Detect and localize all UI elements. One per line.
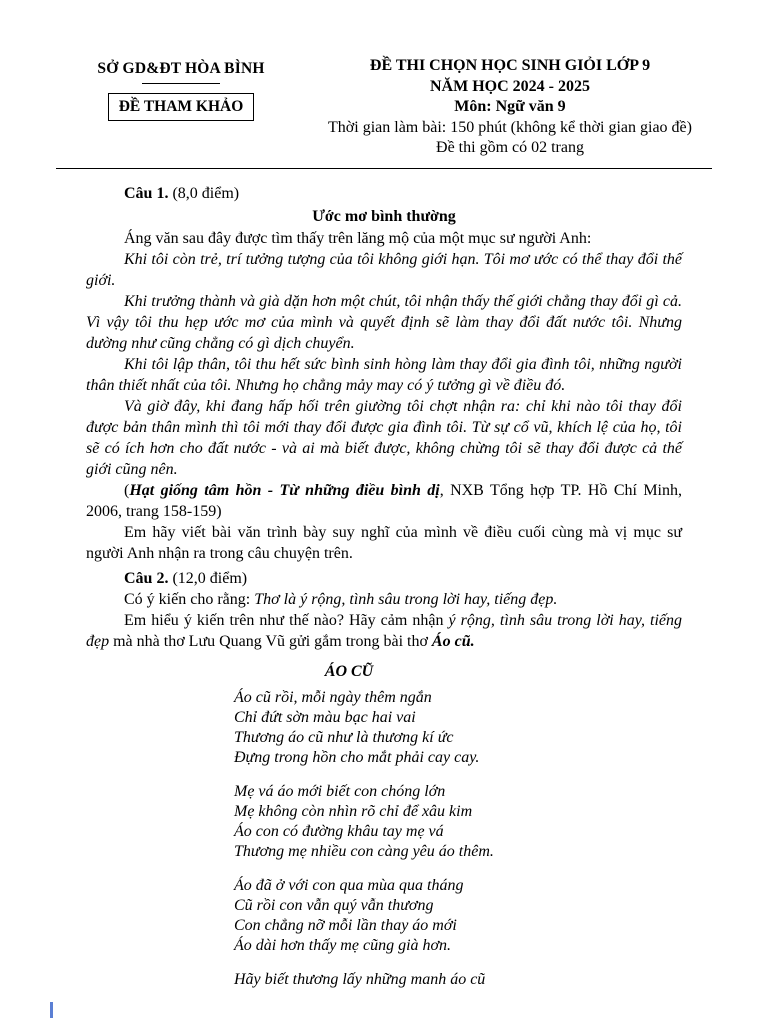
- poem-line: Hãy biết thương lấy những manh áo cũ: [234, 970, 486, 988]
- quote-paragraph-2: Khi trưởng thành và già dặn hơn một chút, tôi nhận thấy thế giới chẳng thay đổi gì cả. Vì vậy tôi thu hẹp ước mơ của mình và quyết định sẽ làm thay đổi đất nước tôi. Nhưng dường như cũng chẳng có gì dịch chuyển.: [86, 292, 682, 352]
- story-title: Ước mơ bình thường: [312, 207, 456, 225]
- poem-line: Con chẳng nỡ mỗi lần thay áo mới: [234, 916, 457, 934]
- question1-points: (8,0 điểm): [168, 184, 240, 202]
- poem-line: Áo cũ rồi, mỗi ngày thêm ngắn: [234, 688, 432, 706]
- question2-opinion: [86, 589, 682, 610]
- question1-heading: [86, 183, 682, 204]
- exam-duration: Thời gian làm bài: 150 phút (không kể thời gian giao đề): [328, 118, 692, 136]
- quote-paragraph-3: Khi tôi lập thân, tôi thu hết sức bình sinh hòng làm thay đổi gia đình tôi, những người thân thiết nhất của tôi. Nhưng họ chẳng mảy may có ý tưởng gì về điều đó.: [86, 355, 682, 394]
- exam-title-line1: ĐỀ THI CHỌN HỌC SINH GIỎI LỚP 9: [369, 57, 651, 74]
- opinion-prefix: Có ý kiến cho rằng:: [124, 590, 255, 608]
- question2-task-part1: Em hiểu ý kiến trên như thế nào? Hãy cảm nhận: [124, 611, 449, 629]
- poem-line: Thương áo cũ như là thương kí ức: [234, 728, 454, 746]
- poem-stanza-1: [234, 688, 682, 768]
- source-open-paren: (: [124, 481, 130, 499]
- source-book-title: Hạt giống tâm hồn - Từ những điều bình dị: [129, 481, 440, 499]
- poem-title: ÁO CŨ: [324, 662, 374, 680]
- poem-line: Mẹ vá áo mới biết con chóng lớn: [234, 782, 446, 800]
- department-underline: [142, 83, 220, 84]
- question1-task: Em hãy viết bài văn trình bày suy nghĩ của mình về điều cuối cùng mà vị mục sư người Anh nhận ra trong câu chuyện trên.: [86, 523, 682, 562]
- poem-line: Áo con có đường khâu tay mẹ vá: [234, 822, 444, 840]
- source-publisher: , NXB Tổng hợp TP. Hồ Chí Minh, 2006, trang 158-159): [86, 481, 682, 520]
- poem-stanza-2: [234, 782, 682, 862]
- quote-paragraph-1: Khi tôi còn trẻ, trí tưởng tượng của tôi không giới hạn. Tôi mơ ước có thể thay đổi thế giới.: [86, 250, 682, 289]
- header-right-block: [310, 56, 710, 159]
- poem-stanza-3: [234, 876, 682, 956]
- question2-task-part2: mà nhà thơ Lưu Quang Vũ gửi gắm trong bài thơ: [109, 632, 432, 650]
- poem-line: Mẹ không còn nhìn rõ chỉ để xâu kim: [234, 802, 473, 820]
- question2-task-italic: ý rộng, tình sâu trong lời hay, tiếng đẹp: [86, 611, 682, 650]
- poem-line: Thương mẹ nhiều con càng yêu áo thêm.: [234, 842, 494, 860]
- question2-poem-name: Áo cũ.: [431, 632, 475, 650]
- quote-paragraph-4: Và giờ đây, khi đang hấp hối trên giường tôi chợt nhận ra: chỉ khi nào tôi thay đổi được bản thân mình thì tôi mới thay đổi được gia đình tôi. Từ sự cổ vũ, khích lệ của họ, tôi sẽ có ích hơn cho đất nước - và ai mà biết được, không chừng tôi sẽ thay đổi được cả thế giới cũng nên.: [86, 397, 682, 478]
- header-left-block: [52, 56, 310, 121]
- question2-points: (12,0 điểm): [168, 569, 248, 587]
- question2-heading: [86, 568, 682, 589]
- poem-line: Áo đã ở với con qua mùa qua tháng: [234, 876, 464, 894]
- exam-title-line2: NĂM HỌC 2024 - 2025: [430, 77, 590, 95]
- exam-subject: Môn: Ngữ văn 9: [454, 98, 566, 115]
- document-header: [0, 0, 768, 159]
- exam-body: [0, 169, 768, 990]
- poem-line: Chỉ đứt sờn màu bạc hai vai: [234, 708, 416, 726]
- exam-type-label: ĐỀ THAM KHẢO: [118, 98, 244, 115]
- poem-block: [234, 662, 682, 990]
- source-citation: [86, 480, 682, 522]
- story-intro: Áng văn sau đây được tìm thấy trên lăng mộ của một mục sư người Anh:: [124, 229, 592, 247]
- blue-page-mark: [50, 1002, 53, 1018]
- question1-label: Câu 1.: [124, 184, 169, 202]
- department-name: SỞ GD&ĐT HÒA BÌNH: [97, 60, 265, 77]
- poem-line: Đựng trong hồn cho mắt phải cay cay.: [234, 748, 480, 766]
- question2-label: Câu 2.: [124, 569, 169, 587]
- question2-task: [86, 610, 682, 652]
- exam-type-box: [108, 93, 255, 121]
- exam-pages-note: Đề thi gồm có 02 trang: [436, 139, 584, 156]
- opinion-quote: Thơ là ý rộng, tình sâu trong lời hay, tiếng đẹp.: [254, 590, 558, 608]
- poem-line: Cũ rồi con vẫn quý vẫn thương: [234, 896, 434, 914]
- poem-stanza-4: [234, 970, 682, 990]
- poem-line: Áo dài hơn thấy mẹ cũng già hơn.: [234, 936, 452, 954]
